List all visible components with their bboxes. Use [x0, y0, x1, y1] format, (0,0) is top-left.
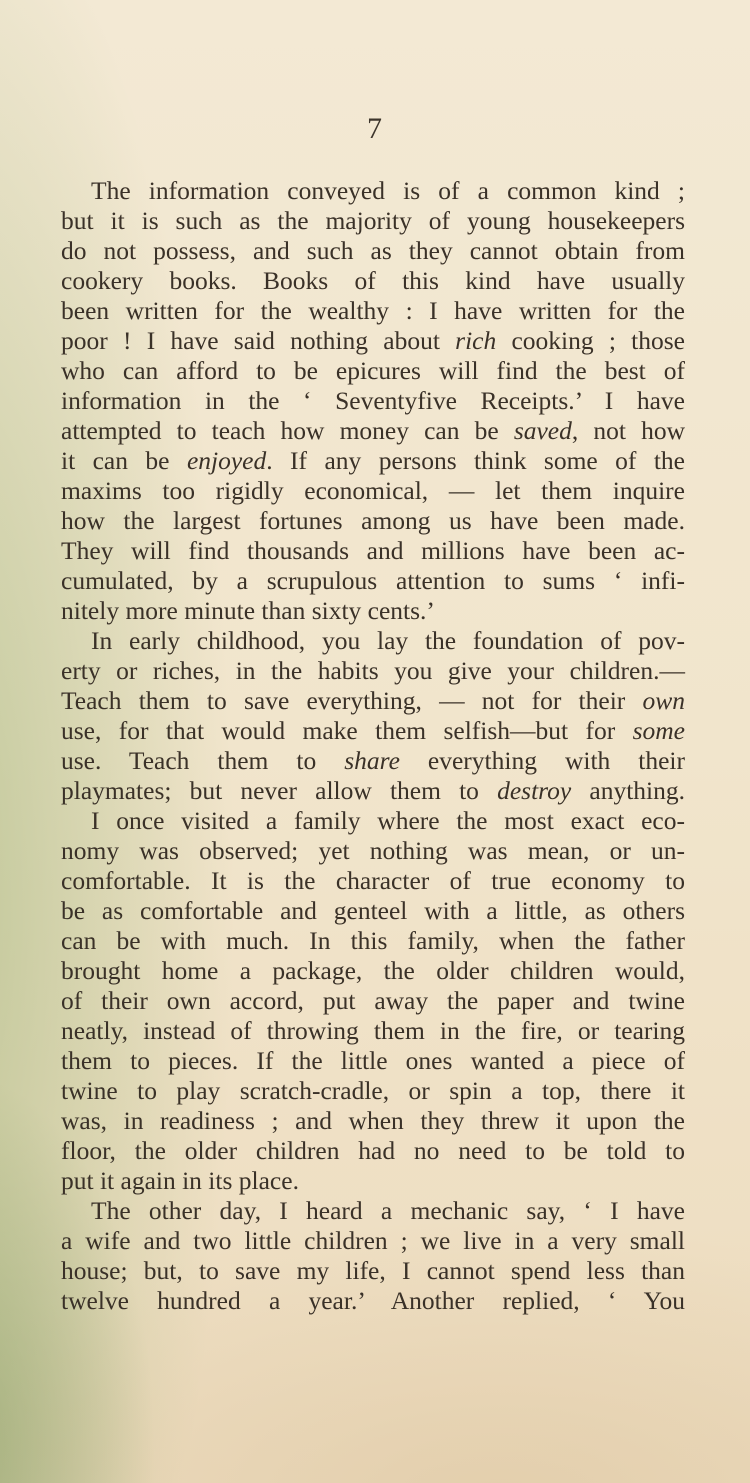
text-line — [61, 716, 685, 746]
text-line — [61, 266, 685, 296]
text-line — [61, 446, 685, 476]
text-segment: but it is such as the majority of young housekeepers — [61, 206, 685, 235]
text-segment: twelve hundred a year.’ Another replied, ‘ You — [61, 1286, 685, 1315]
text-line — [61, 1136, 685, 1166]
text-segment: The information conveyed is of a common kind ; — [91, 176, 685, 205]
text-segment: do not possess, and such as they cannot obtain from — [61, 236, 685, 265]
text-segment: nitely more minute than sixty cents.’ — [61, 596, 435, 625]
text-segment: The other day, I heard a mechanic say, ‘ I have — [91, 1196, 685, 1225]
text-line — [61, 1286, 685, 1316]
text-line — [61, 836, 685, 866]
text-line — [61, 686, 685, 716]
italic-word: rich — [455, 326, 497, 355]
text-segment: cooking ; those — [496, 326, 685, 355]
text-line — [61, 356, 685, 386]
text-line — [61, 656, 685, 686]
text-line — [61, 806, 685, 836]
text-segment: a wife and two little children ; we live in a very small — [61, 1226, 685, 1255]
text-line — [61, 926, 685, 956]
text-segment: how the largest fortunes among us have been made. — [61, 506, 685, 535]
text-segment: neatly, instead of throwing them in the fire, or tearing — [61, 1016, 685, 1045]
text-line — [61, 1016, 685, 1046]
text-segment: poor ! I have said nothing about — [61, 326, 456, 355]
text-line — [61, 386, 685, 416]
text-line — [61, 896, 685, 926]
text-line — [61, 1256, 685, 1286]
body-text — [61, 176, 685, 1316]
text-segment: it can be — [61, 446, 187, 475]
text-line — [61, 1166, 685, 1196]
text-segment: They will find thousands and millions have been ac- — [61, 536, 685, 565]
text-line — [61, 1046, 685, 1076]
text-segment: , not how — [571, 416, 685, 445]
text-line — [61, 746, 685, 776]
text-segment: brought home a package, the older children would, — [61, 956, 685, 985]
text-segment: them to pieces. If the little ones wanted a piece of — [61, 1046, 685, 1075]
text-segment: nomy was observed; yet nothing was mean, or un- — [61, 836, 685, 865]
text-segment: In early childhood, you lay the foundation of pov- — [91, 626, 685, 655]
italic-word: share — [344, 746, 400, 775]
text-line — [61, 296, 685, 326]
text-line — [61, 986, 685, 1016]
text-line — [61, 776, 685, 806]
text-segment: be as comfortable and genteel with a little, as others — [61, 896, 685, 925]
text-line — [61, 1226, 685, 1256]
text-segment: house; but, to save my life, I cannot spend less than — [61, 1256, 685, 1285]
text-line — [61, 566, 685, 596]
text-segment: anything. — [571, 776, 685, 805]
text-segment: twine to play scratch-cradle, or spin a top, there it — [61, 1076, 685, 1105]
text-segment: floor, the older children had no need to be told to — [61, 1136, 685, 1165]
text-segment: attempted to teach how money can be — [61, 416, 514, 445]
text-segment: . If any persons think some of the — [266, 446, 685, 475]
text-segment: erty or riches, in the habits you give your children.— — [61, 656, 685, 685]
text-segment: comfortable. It is the character of true economy to — [61, 866, 685, 895]
text-segment: cumulated, by a scrupulous attention to sums ‘ infi- — [61, 566, 685, 595]
text-segment: use, for that would make them selfish—but for — [61, 716, 633, 745]
text-line — [61, 626, 685, 656]
text-line — [61, 1196, 685, 1226]
text-line — [61, 476, 685, 506]
text-line — [61, 1106, 685, 1136]
text-line — [61, 596, 685, 626]
text-line — [61, 206, 685, 236]
text-line — [61, 506, 685, 536]
text-segment: put it again in its place. — [61, 1166, 299, 1195]
text-segment: I once visited a family where the most exact eco- — [91, 806, 685, 835]
text-segment: information in the ‘ Seventyfive Receipts.’ I have — [61, 386, 685, 415]
text-segment: playmates; but never allow them to — [61, 776, 498, 805]
italic-word: destroy — [497, 776, 572, 805]
text-line — [61, 326, 685, 356]
text-segment: who can afford to be epicures will find the best of — [61, 356, 685, 385]
italic-word: saved — [513, 416, 572, 445]
italic-word: some — [632, 716, 685, 745]
text-line — [61, 236, 685, 266]
page-number: 7 — [367, 112, 383, 145]
text-segment: use. Teach them to — [61, 746, 345, 775]
text-segment: been written for the wealthy : I have written for the — [61, 296, 685, 325]
text-segment: everything with their — [399, 746, 685, 775]
italic-word: enjoyed — [186, 446, 267, 475]
text-line — [61, 176, 685, 206]
text-segment: Teach them to save everything, — not for their — [61, 686, 643, 715]
text-line — [61, 416, 685, 446]
text-line — [61, 956, 685, 986]
text-line — [61, 866, 685, 896]
text-segment: cookery books. Books of this kind have usually — [61, 266, 685, 295]
text-segment: maxims too rigidly economical, — let them inquire — [61, 476, 685, 505]
italic-word: own — [642, 686, 685, 715]
text-segment: can be with much. In this family, when the father — [61, 926, 685, 955]
text-line — [61, 536, 685, 566]
text-segment: of their own accord, put away the paper and twine — [61, 986, 685, 1015]
text-segment: was, in readiness ; and when they threw it upon the — [61, 1106, 685, 1135]
text-line — [61, 1076, 685, 1106]
